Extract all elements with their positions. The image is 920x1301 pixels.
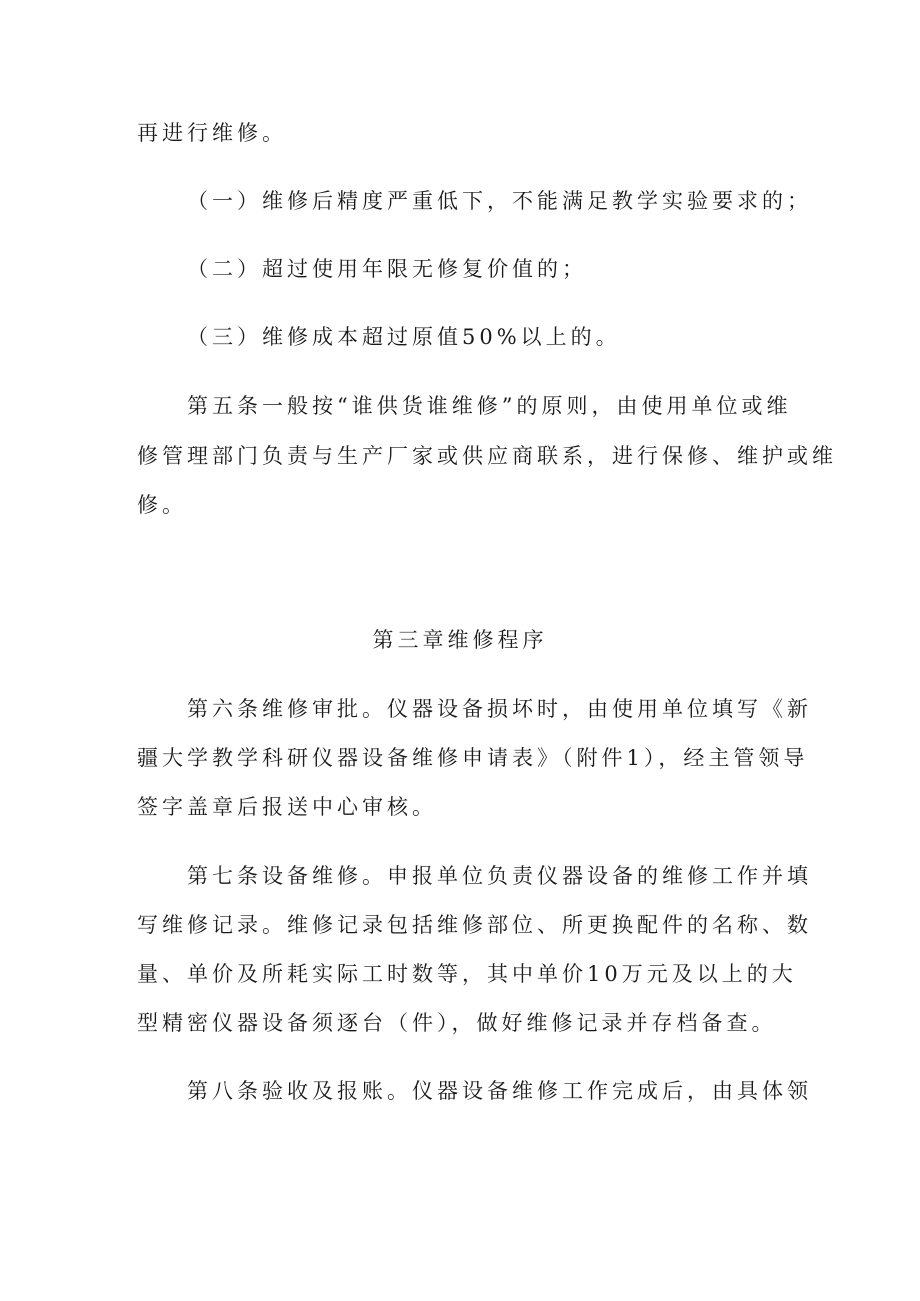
paragraph-line: 第五条一般按“谁供货谁维修”的原则，由使用单位或维 [187,394,792,418]
paragraph-line: 型精密仪器设备须逐台（件），做好维修记录并存档备查。 [137,1011,777,1035]
paragraph-line: 量、单价及所耗实际工时数等，其中单价10万元及以上的大 [137,962,797,986]
paragraph-line: 再进行维修。 [137,121,287,145]
paragraph-line: 修。 [137,493,187,517]
paragraph-line: 第七条设备维修。申报单位负责仪器设备的维修工作并填 [187,864,812,888]
paragraph-line: 写维修记录。维修记录包括维修部位、所更换配件的名称、数 [137,913,812,937]
list-item: （二）超过使用年限无修复价值的； [187,257,587,281]
paragraph-line: 第八条验收及报账。仪器设备维修工作完成后，由具体领 [187,1079,812,1103]
paragraph-line: 签字盖章后报送中心审核。 [137,795,437,819]
list-item: （一）维修后精度严重低下，不能满足教学实验要求的； [187,189,812,213]
chapter-heading: 第三章维修程序 [372,628,548,652]
paragraph-line: 第六条维修审批。仪器设备损坏时，由使用单位填写《新 [187,697,812,721]
paragraph-line: 疆大学教学科研仪器设备维修申请表》（附件1），经主管领导 [137,746,809,770]
list-item: （三）维修成本超过原值50%以上的。 [187,325,621,349]
paragraph-line: 修管理部门负责与生产厂家或供应商联系，进行保修、维护或维 [137,444,837,468]
